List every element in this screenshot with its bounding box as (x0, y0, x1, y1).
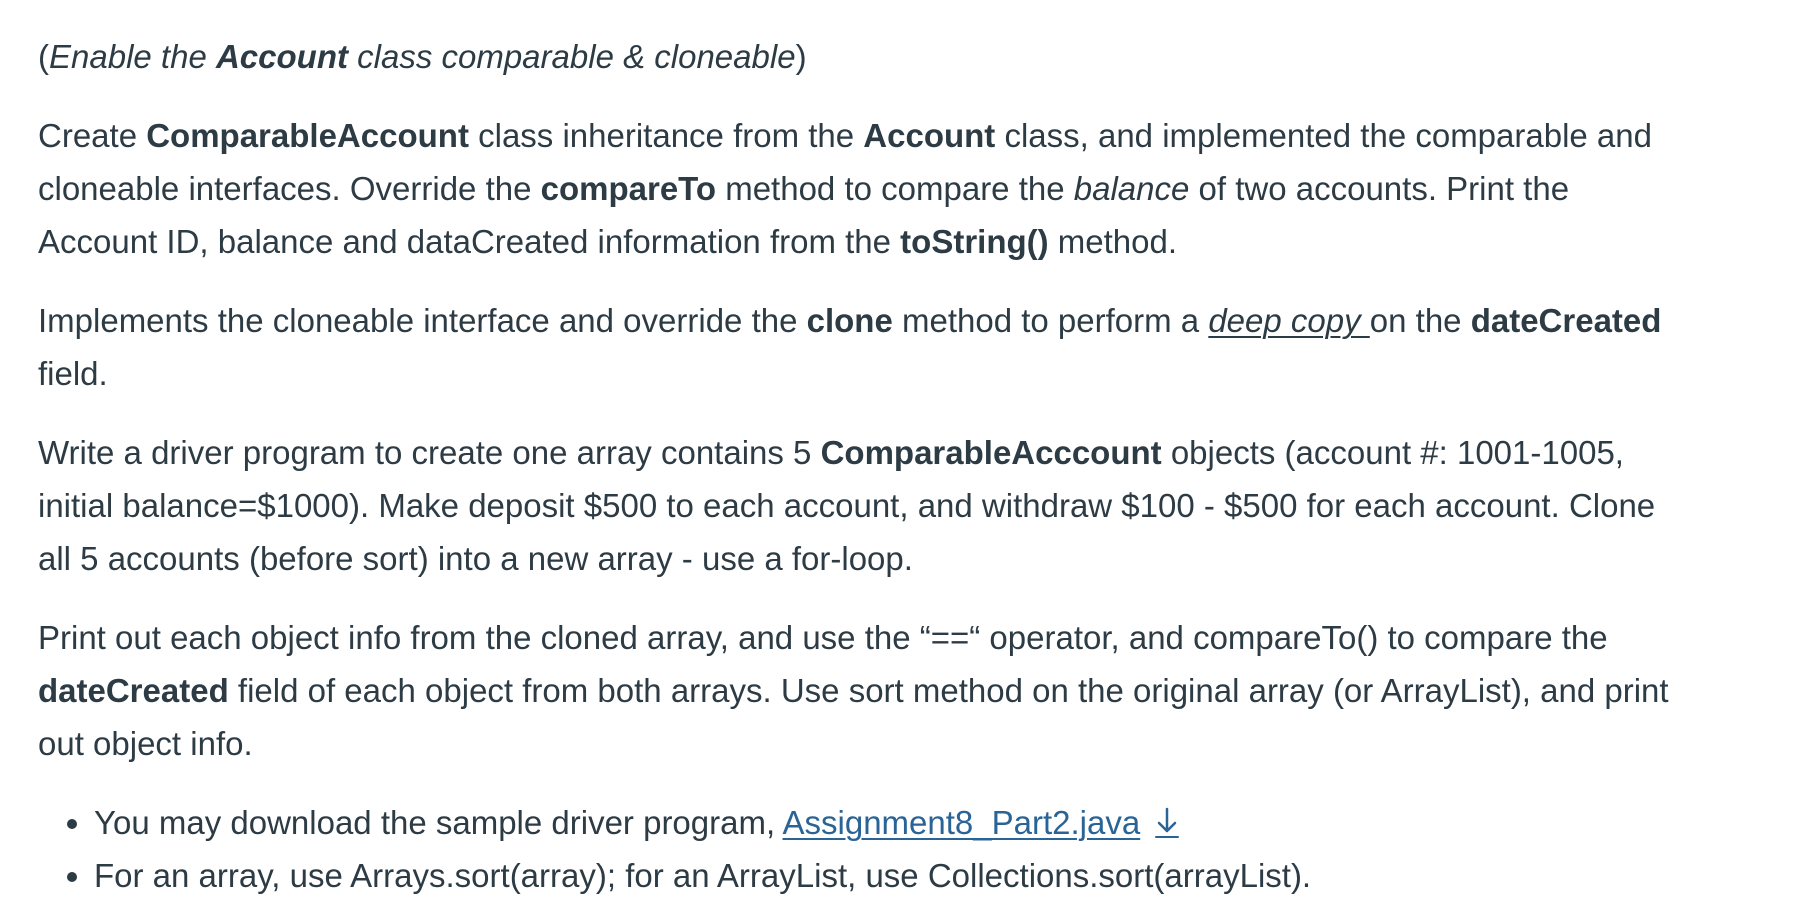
deep-copy-link[interactable]: deep copy (1208, 302, 1370, 339)
paragraph-driver-program: Write a driver program to create one array contains 5 ComparableAcccount objects (account #: 1001-1005, initial balance=$1000). Make deposit $500 to each account, and withdraw $100 - $500 for each account. Clone all 5 accounts (before sort) into a new array - use a for-loop. (38, 434, 1656, 577)
intro-account-class: Account (215, 38, 348, 75)
paragraph-print-compare: Print out each object info from the cloned array, and use the “==“ operator, and compareTo() to compare the dateCreated field of each object from both arrays. Use sort method on the original array (or ArrayList), and print out object info. (38, 619, 1669, 762)
list-item-sort: • For an array, use Arrays.sort(array); for an ArrayList, use Collections.sort(arrayList). (94, 849, 1694, 902)
paragraph-cloneable: Implements the cloneable interface and override the clone method to perform a deep copy on the dateCreated field. (38, 302, 1662, 392)
download-arrow-icon[interactable] (1154, 802, 1180, 836)
intro-heading: (Enable the Account class comparable & cloneable) (38, 38, 807, 75)
assignment-file-link[interactable]: Assignment8_Part2.java (782, 804, 1141, 841)
list-item-download: • You may download the sample driver program, Assignment8_Part2.java (94, 796, 1694, 849)
instruction-list (38, 796, 1694, 902)
paragraph-comparable-account: Create ComparableAccount class inheritance from the Account class, and implemented the comparable and cloneable interfaces. Override the compareTo method to compare the balance of two accounts. Print the Account ID, balance and dataCreated information from the toString() method. (38, 117, 1652, 260)
